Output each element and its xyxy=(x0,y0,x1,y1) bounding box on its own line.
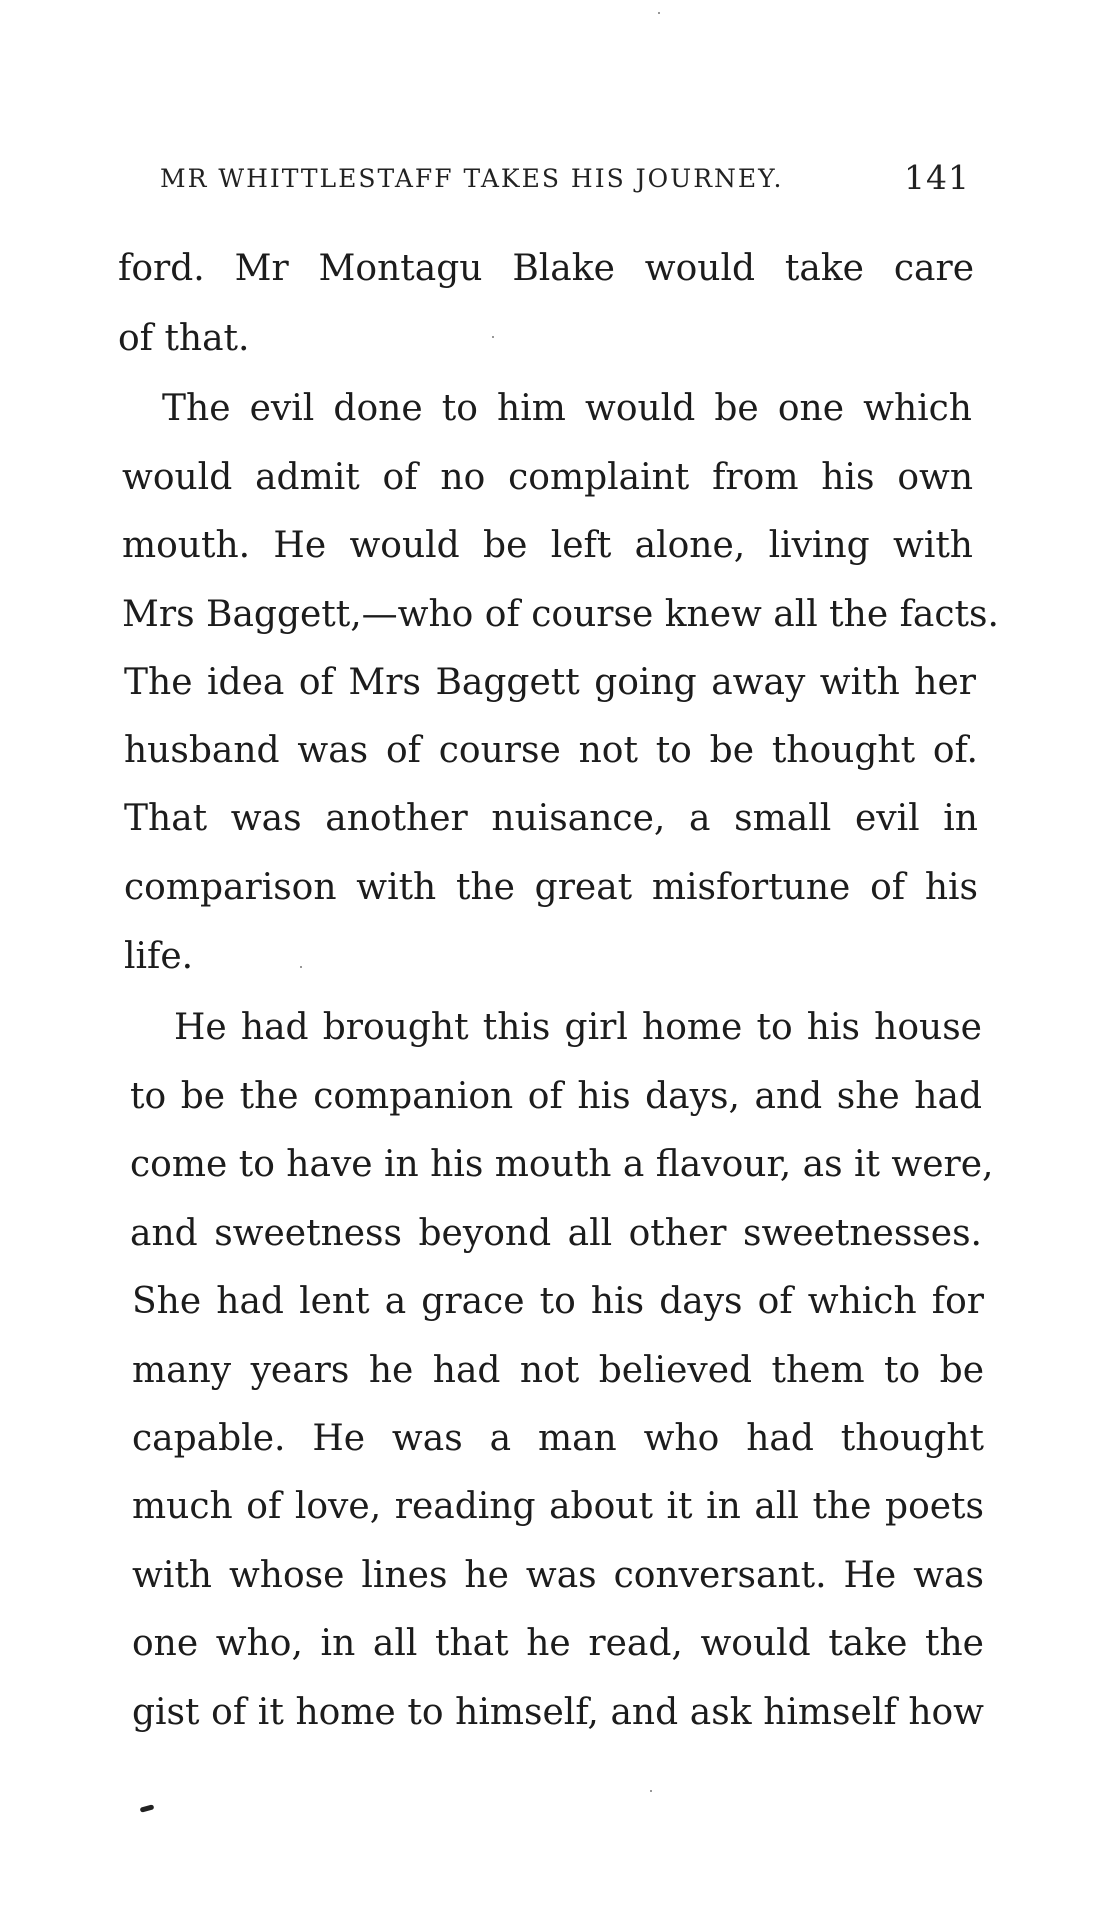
text-line: would admit of no complaint from his own xyxy=(122,457,973,498)
text-line: mouth. He would be left alone, living with xyxy=(122,525,973,566)
text-line: capable. He was a man who had thought xyxy=(132,1418,984,1459)
text-line: life. xyxy=(124,936,194,977)
text-line: one who, in all that he read, would take the xyxy=(132,1623,984,1664)
text-line: The idea of Mrs Baggett going away with her xyxy=(124,662,976,703)
text-line: The evil done to him would be one which xyxy=(162,388,972,429)
running-title: MR WHITTLESTAFF TAKES HIS JOURNEY. xyxy=(160,164,784,193)
text-line: ford. Mr Montagu Blake would take care xyxy=(118,248,974,289)
text-line: come to have in his mouth a flavour, as it were, xyxy=(130,1144,994,1185)
text-line: and sweetness beyond all other sweetnesses. xyxy=(130,1213,982,1254)
paper-speck xyxy=(650,1790,652,1792)
text-line: of that. xyxy=(118,318,250,359)
text-line: with whose lines he was conversant. He was xyxy=(132,1555,984,1596)
text-line: many years he had not believed them to be xyxy=(132,1350,984,1391)
text-line: She had lent a grace to his days of which for xyxy=(132,1281,984,1322)
text-line: gist of it home to himself, and ask himself how xyxy=(132,1692,984,1733)
text-line: He had brought this girl home to his house xyxy=(174,1007,982,1048)
page-number: 141 xyxy=(904,158,970,197)
text-line: That was another nuisance, a small evil in xyxy=(124,798,978,839)
paper-speck xyxy=(300,966,302,968)
ink-mark xyxy=(140,1804,155,1812)
text-line: to be the companion of his days, and she had xyxy=(130,1076,982,1117)
text-line: much of love, reading about it in all the poets xyxy=(132,1486,984,1527)
text-line: husband was of course not to be thought of. xyxy=(124,730,978,771)
running-header xyxy=(160,158,970,198)
paper-speck xyxy=(492,336,494,338)
text-line: comparison with the great misfortune of his xyxy=(124,867,978,908)
text-line: Mrs Baggett,—who of course knew all the facts. xyxy=(122,594,999,635)
paper-speck xyxy=(658,12,660,14)
